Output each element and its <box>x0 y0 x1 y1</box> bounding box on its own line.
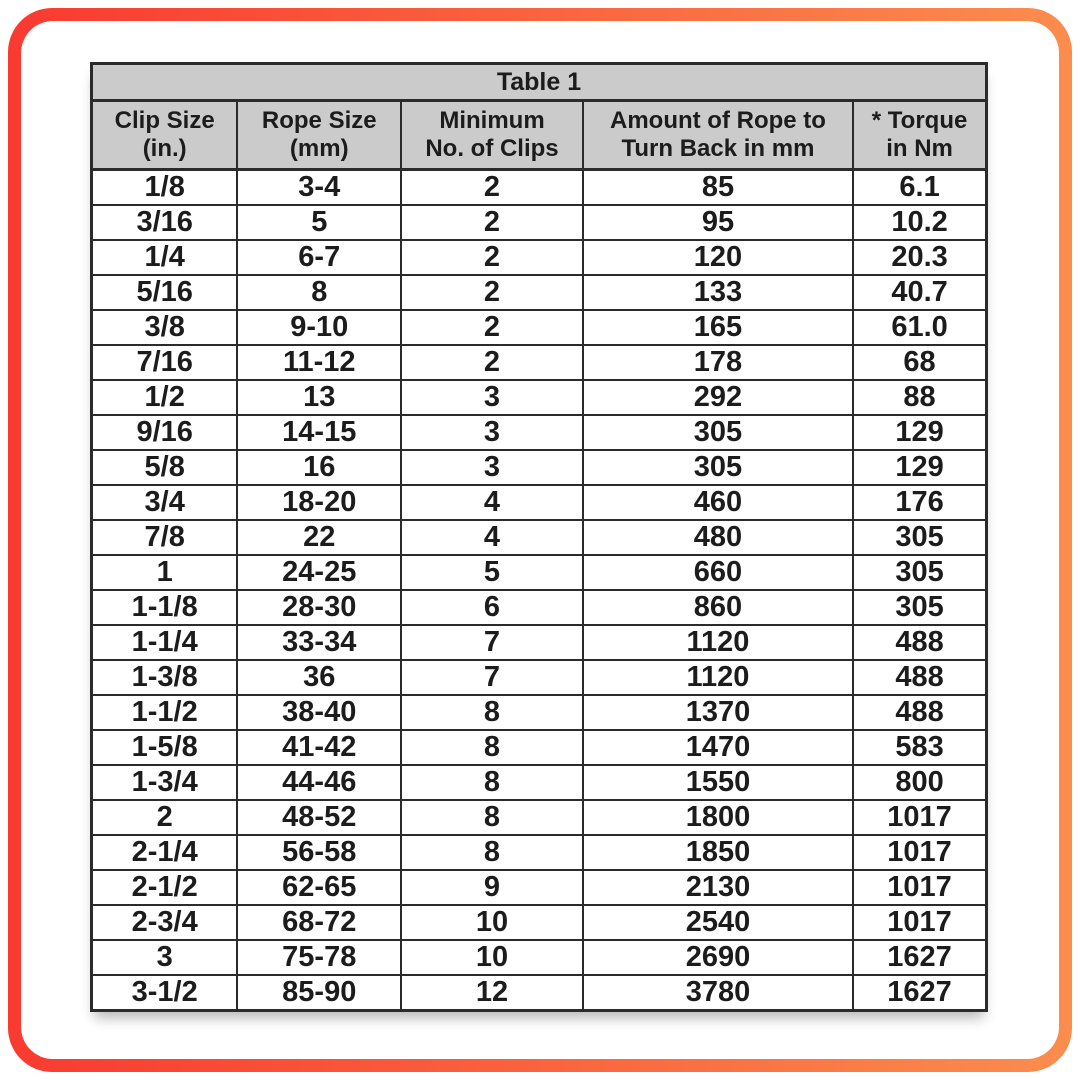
table-row <box>92 870 987 905</box>
table-cell: 1 <box>92 555 238 590</box>
table-cell: 36 <box>237 660 401 695</box>
table-cell: 129 <box>853 415 986 450</box>
table-cell: 6-7 <box>237 240 401 275</box>
column-header-line: Turn Back in mm <box>621 135 815 162</box>
table-row <box>92 695 987 730</box>
column-header-line: No. of Clips <box>425 135 559 162</box>
table-cell: 2130 <box>583 870 853 905</box>
column-header-torque <box>853 101 986 170</box>
table-cell: 8 <box>401 800 583 835</box>
table-row <box>92 940 987 975</box>
table-title: Table 1 <box>92 64 987 101</box>
table-row <box>92 520 987 555</box>
table-cell: 7 <box>401 625 583 660</box>
table-cell: 7 <box>401 660 583 695</box>
table-cell: 33-34 <box>237 625 401 660</box>
table-cell: 3 <box>92 940 238 975</box>
table-cell: 5/8 <box>92 450 238 485</box>
column-header-line: Amount of Rope to <box>609 107 826 135</box>
table-cell: 1850 <box>583 835 853 870</box>
table-cell: 176 <box>853 485 986 520</box>
table-cell: 5 <box>401 555 583 590</box>
table-cell: 8 <box>237 275 401 310</box>
table-cell: 800 <box>853 765 986 800</box>
table-cell: 3 <box>401 380 583 415</box>
table-cell: 1017 <box>853 905 986 940</box>
table-cell: 1/4 <box>92 240 238 275</box>
column-header-line: * Torque <box>871 107 968 135</box>
table-cell: 2 <box>401 275 583 310</box>
table-cell: 3-4 <box>237 170 401 206</box>
table-cell: 7/8 <box>92 520 238 555</box>
table-cell: 8 <box>401 695 583 730</box>
table-cell: 2 <box>401 170 583 206</box>
table-cell: 10 <box>401 940 583 975</box>
table-cell: 488 <box>853 660 986 695</box>
table-cell: 95 <box>583 205 853 240</box>
column-header-min-clips <box>401 101 583 170</box>
table-cell: 2 <box>401 310 583 345</box>
table-cell: 120 <box>583 240 853 275</box>
wire-rope-clip-spec-table <box>90 62 988 1012</box>
table-cell: 6.1 <box>853 170 986 206</box>
table-cell: 22 <box>237 520 401 555</box>
table-cell: 305 <box>853 520 986 555</box>
table-cell: 5/16 <box>92 275 238 310</box>
table-row <box>92 485 987 520</box>
table-cell: 6 <box>401 590 583 625</box>
table-cell: 3780 <box>583 975 853 1011</box>
table-cell: 1/2 <box>92 380 238 415</box>
table-cell: 1120 <box>583 660 853 695</box>
table-cell: 7/16 <box>92 345 238 380</box>
table-row <box>92 275 987 310</box>
column-header-line: (in.) <box>142 135 187 162</box>
table-row <box>92 625 987 660</box>
column-header-rope-turnback <box>583 101 853 170</box>
table-cell: 5 <box>237 205 401 240</box>
table-cell: 292 <box>583 380 853 415</box>
table-cell: 1550 <box>583 765 853 800</box>
table-cell: 62-65 <box>237 870 401 905</box>
table-cell: 11-12 <box>237 345 401 380</box>
table-cell: 1120 <box>583 625 853 660</box>
table-cell: 40.7 <box>853 275 986 310</box>
table-cell: 1470 <box>583 730 853 765</box>
table-cell: 9/16 <box>92 415 238 450</box>
table-cell: 305 <box>853 590 986 625</box>
table-cell: 1017 <box>853 870 986 905</box>
column-header-clip-size <box>92 101 238 170</box>
table-cell: 38-40 <box>237 695 401 730</box>
column-header-line: Clip Size <box>114 107 215 135</box>
table-cell: 2 <box>401 240 583 275</box>
table-cell: 8 <box>401 730 583 765</box>
table-cell: 305 <box>583 450 853 485</box>
table-cell: 178 <box>583 345 853 380</box>
table-cell: 3/16 <box>92 205 238 240</box>
table-row <box>92 170 987 206</box>
column-header-line: Minimum <box>439 107 545 135</box>
table-cell: 480 <box>583 520 853 555</box>
table-row <box>92 730 987 765</box>
table-cell: 85 <box>583 170 853 206</box>
table-cell: 2540 <box>583 905 853 940</box>
table-cell: 85-90 <box>237 975 401 1011</box>
table-cell: 2-1/4 <box>92 835 238 870</box>
table-cell: 44-46 <box>237 765 401 800</box>
column-header-row <box>92 101 987 170</box>
column-header-line: Rope Size <box>261 107 377 135</box>
table-cell: 2 <box>92 800 238 835</box>
table-cell: 14-15 <box>237 415 401 450</box>
table-cell: 88 <box>853 380 986 415</box>
column-header-line: in Nm <box>886 135 953 162</box>
table-cell: 56-58 <box>237 835 401 870</box>
table-row <box>92 800 987 835</box>
table-cell: 8 <box>401 835 583 870</box>
table-cell: 13 <box>237 380 401 415</box>
table-cell: 75-78 <box>237 940 401 975</box>
table-row <box>92 240 987 275</box>
table-cell: 1-1/8 <box>92 590 238 625</box>
table-row <box>92 835 987 870</box>
table-cell: 8 <box>401 765 583 800</box>
table-cell: 165 <box>583 310 853 345</box>
table-cell: 1/8 <box>92 170 238 206</box>
column-header-rope-size <box>237 101 401 170</box>
table-row <box>92 905 987 940</box>
table-row <box>92 590 987 625</box>
table-cell: 133 <box>583 275 853 310</box>
table-cell: 61.0 <box>853 310 986 345</box>
table-cell: 3-1/2 <box>92 975 238 1011</box>
table-row <box>92 380 987 415</box>
table-cell: 68-72 <box>237 905 401 940</box>
table-cell: 1627 <box>853 975 986 1011</box>
table-row <box>92 975 987 1011</box>
column-header-line: (mm) <box>289 135 349 162</box>
table-cell: 3 <box>401 450 583 485</box>
table-cell: 1-1/2 <box>92 695 238 730</box>
table-cell: 9-10 <box>237 310 401 345</box>
table-cell: 3/4 <box>92 485 238 520</box>
table-cell: 9 <box>401 870 583 905</box>
table-row <box>92 205 987 240</box>
table-cell: 488 <box>853 625 986 660</box>
table-cell: 20.3 <box>853 240 986 275</box>
table-row <box>92 660 987 695</box>
table-cell: 68 <box>853 345 986 380</box>
table-cell: 4 <box>401 520 583 555</box>
table-cell: 1-5/8 <box>92 730 238 765</box>
table-row <box>92 450 987 485</box>
table-cell: 1370 <box>583 695 853 730</box>
table-cell: 41-42 <box>237 730 401 765</box>
table-cell: 129 <box>853 450 986 485</box>
table-cell: 1627 <box>853 940 986 975</box>
table-cell: 1800 <box>583 800 853 835</box>
table-cell: 18-20 <box>237 485 401 520</box>
table-cell: 660 <box>583 555 853 590</box>
table-cell: 12 <box>401 975 583 1011</box>
table-row <box>92 310 987 345</box>
table-cell: 1017 <box>853 800 986 835</box>
table-cell: 28-30 <box>237 590 401 625</box>
table-header <box>92 64 987 170</box>
table-cell: 460 <box>583 485 853 520</box>
table-cell: 10 <box>401 905 583 940</box>
table-cell: 2 <box>401 345 583 380</box>
table-row <box>92 345 987 380</box>
table-cell: 2-3/4 <box>92 905 238 940</box>
table-cell: 2 <box>401 205 583 240</box>
table-cell: 1-3/8 <box>92 660 238 695</box>
table-cell: 48-52 <box>237 800 401 835</box>
table-cell: 16 <box>237 450 401 485</box>
table-row <box>92 555 987 590</box>
table-cell: 583 <box>853 730 986 765</box>
table-cell: 2-1/2 <box>92 870 238 905</box>
table-row <box>92 765 987 800</box>
table-cell: 488 <box>853 695 986 730</box>
table-cell: 2690 <box>583 940 853 975</box>
table-cell: 10.2 <box>853 205 986 240</box>
table-cell: 1-3/4 <box>92 765 238 800</box>
table-title-row <box>92 64 987 101</box>
table-row <box>92 415 987 450</box>
table-cell: 3/8 <box>92 310 238 345</box>
table-cell: 1017 <box>853 835 986 870</box>
table-cell: 24-25 <box>237 555 401 590</box>
table-cell: 860 <box>583 590 853 625</box>
table-cell: 4 <box>401 485 583 520</box>
table-cell: 1-1/4 <box>92 625 238 660</box>
table-cell: 3 <box>401 415 583 450</box>
table-body <box>92 170 987 1011</box>
table-cell: 305 <box>853 555 986 590</box>
table-cell: 305 <box>583 415 853 450</box>
